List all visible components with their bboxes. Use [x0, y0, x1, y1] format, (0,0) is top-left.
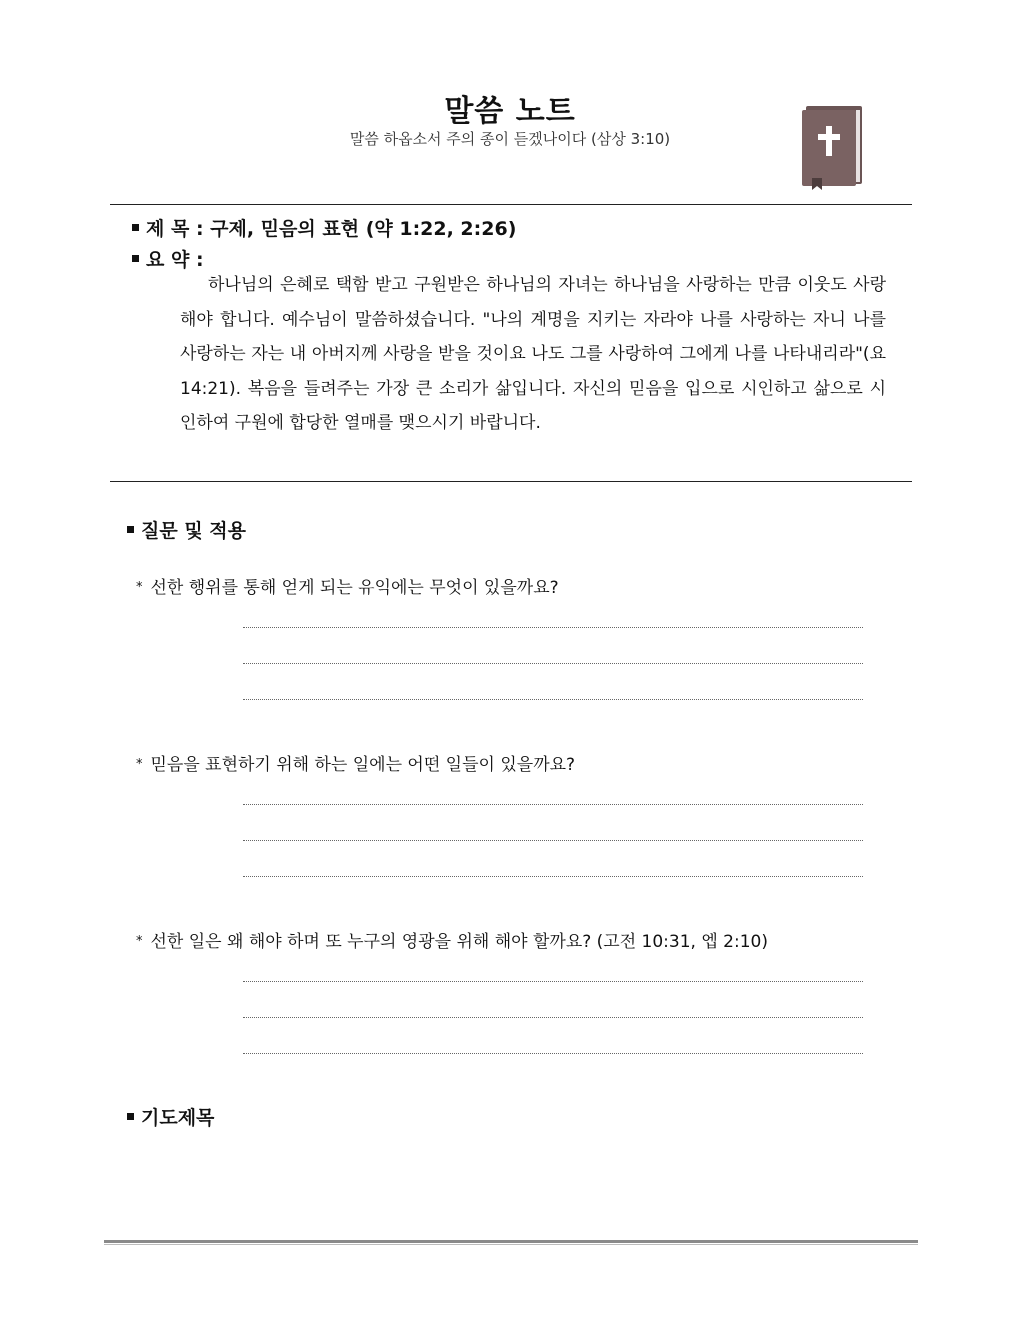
question-2-text: 믿음을 표현하기 위해 하는 일에는 어떤 일들이 있을까요?	[150, 755, 576, 775]
answer-line[interactable]	[243, 699, 863, 700]
question-1	[136, 573, 559, 598]
bible-cross-icon	[800, 104, 866, 192]
bullet-square-icon	[127, 1113, 134, 1120]
answer-line[interactable]	[243, 1017, 863, 1018]
sermon-title-heading	[132, 214, 516, 241]
bullet-square-icon	[132, 224, 139, 231]
summary-label: 요 약 :	[146, 249, 204, 271]
bullet-square-icon	[132, 255, 139, 262]
page-subtitle-verse: 말씀 하옵소서 주의 종이 듣겠나이다 (삼상 3:10)	[349, 130, 671, 148]
bullet-square-icon	[127, 526, 134, 533]
footer-divider-thin	[104, 1244, 918, 1245]
question-2	[136, 750, 575, 775]
summary-divider	[110, 481, 912, 482]
footer-divider	[104, 1240, 918, 1243]
question-marker: *	[136, 580, 143, 595]
questions-heading	[127, 516, 246, 543]
question-1-text: 선한 행위를 통해 얻게 되는 유익에는 무엇이 있을까요?	[150, 578, 559, 598]
question-marker: *	[136, 934, 143, 949]
question-marker: *	[136, 757, 143, 772]
prayer-heading-text: 기도제목	[141, 1107, 215, 1129]
page-title: 말씀 노트	[444, 94, 576, 129]
answer-line[interactable]	[243, 876, 863, 877]
answer-line[interactable]	[243, 804, 863, 805]
questions-heading-text: 질문 및 적용	[141, 520, 246, 542]
answer-line[interactable]	[243, 627, 863, 628]
summary-paragraph: 하나님의 은혜로 택함 받고 구원받은 하나님의 자녀는 하나님을 사랑하는 만큼 이웃도 사랑해야 합니다. 예수님이 말씀하셨습니다. "나의 계명을 지키는 자라야 나를 사랑하는 자니 나를 사랑하는 자는 내 아버지께 사랑을 받을 것이요 나도 그를 사랑하여 그에게 나를 나타내리라"(요 14:21). 복음을 들려주는 가장 큰 소리가 삶입니다. 자신의 믿음을 입으로 시인하고 삶으로 시인하여 구원에 합당한 열매를 맺으시기 바랍니다.	[180, 275, 886, 433]
answer-line[interactable]	[243, 1053, 863, 1054]
prayer-heading	[127, 1103, 214, 1130]
question-3-text: 선한 일은 왜 해야 하며 또 누구의 영광을 위해 해야 할까요? (고전 10:31, 엡 2:10)	[150, 932, 768, 952]
answer-line[interactable]	[243, 663, 863, 664]
question-3	[136, 927, 768, 952]
answer-line[interactable]	[243, 840, 863, 841]
answer-line[interactable]	[243, 981, 863, 982]
top-divider	[110, 204, 912, 205]
sermon-title-text: 제 목 : 구제, 믿음의 표현 (약 1:22, 2:26)	[146, 218, 517, 240]
